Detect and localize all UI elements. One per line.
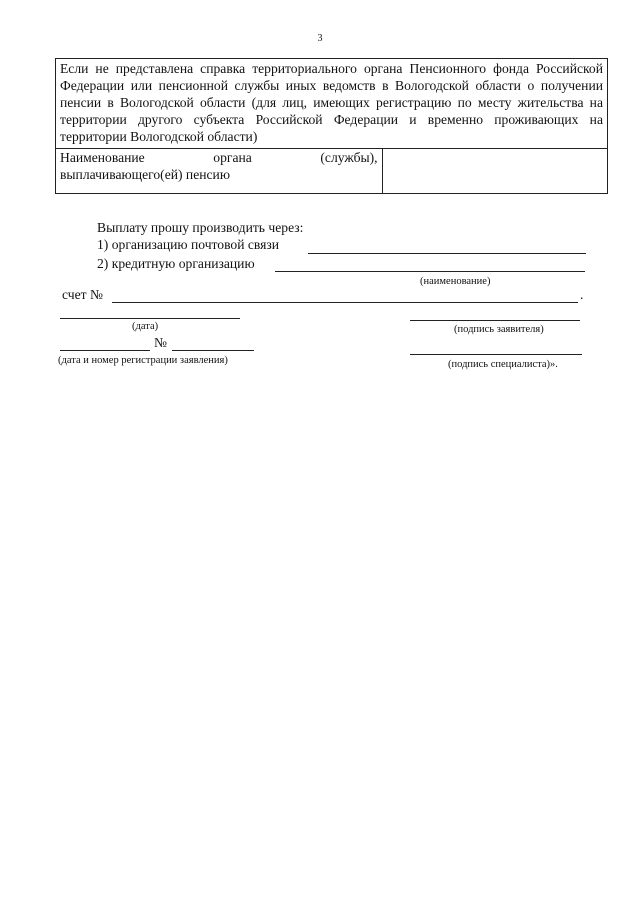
- payment-intro: Выплату прошу производить через:: [97, 220, 304, 235]
- account-label: счет №: [62, 287, 103, 302]
- page-number: 3: [317, 33, 323, 44]
- specialist-signature-field[interactable]: [410, 354, 582, 355]
- registration-caption: (дата и номер регистрации заявления): [58, 355, 228, 366]
- table-row: [56, 59, 608, 149]
- label-line: выплачивающего(ей) пенсию: [60, 167, 230, 182]
- post-organization-field[interactable]: [308, 253, 586, 254]
- paying-organ-field[interactable]: [382, 149, 607, 194]
- condition-text: Если не представлена справка территориального органа Пенсионного фонда Российской Федерации или пенсионной службы иных ведомств в Вологодской области о получении пенсии в Вологодской области (для лиц, имеющих регистрацию по месту жительства на территории другого субъекта Российской Федерации и временно проживающих на территории Вологодской области): [56, 59, 608, 149]
- date-field[interactable]: [60, 318, 240, 319]
- label-word: (службы),: [320, 150, 378, 165]
- label-word: Наименование: [60, 150, 145, 165]
- date-caption: (дата): [132, 321, 159, 332]
- specialist-signature-caption: (подпись специалиста)».: [448, 359, 558, 370]
- applicant-signature-caption: (подпись заявителя): [454, 324, 544, 335]
- number-symbol: №: [154, 335, 167, 350]
- registration-number-field[interactable]: [172, 350, 254, 351]
- account-number-field[interactable]: [112, 302, 578, 303]
- label-word: органа: [213, 150, 252, 165]
- bank-organization-field[interactable]: [275, 271, 585, 272]
- registration-date-field[interactable]: [60, 350, 150, 351]
- option-bank-label: 2) кредитную организацию: [97, 256, 255, 271]
- applicant-signature-field[interactable]: [410, 320, 580, 321]
- paying-organ-label: [56, 149, 383, 194]
- account-end-dot: .: [580, 287, 584, 302]
- pension-info-table: [55, 58, 608, 194]
- name-caption: (наименование): [420, 276, 491, 287]
- table-row: [56, 149, 608, 194]
- option-post-label: 1) организацию почтовой связи: [97, 237, 280, 252]
